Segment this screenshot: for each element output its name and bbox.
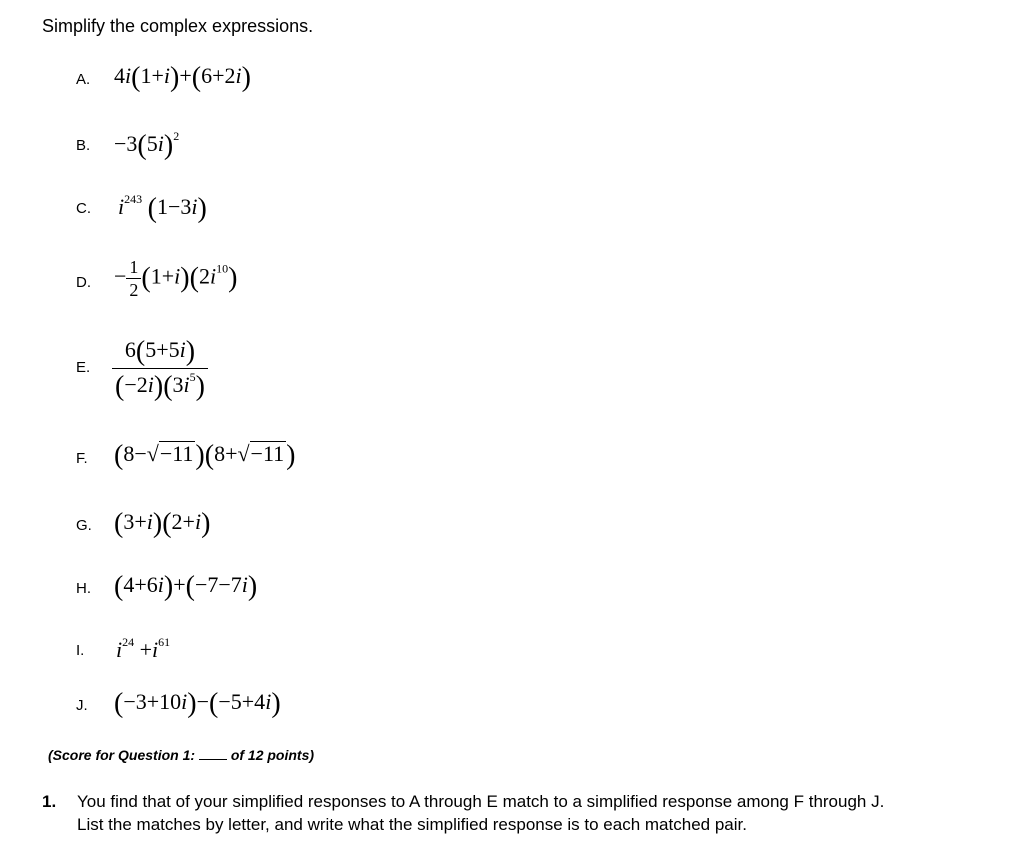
item-label-h: H. <box>76 580 91 597</box>
expression-f: (8−√−11)(8+√−11) <box>114 440 296 471</box>
expression-i: $i^{24} +i^{61}$ <box>116 635 171 662</box>
item-label-j: J. <box>76 697 88 714</box>
item-label-d: D. <box>76 274 91 291</box>
expression-h: (4+6i)+(−7−7i) <box>114 571 258 602</box>
page-title: Simplify the complex expressions. <box>42 16 314 36</box>
item-label-i: I. <box>76 642 85 659</box>
score-line <box>48 747 314 763</box>
score-suffix: of 12 points) <box>230 747 315 763</box>
expression-c: $i^{243}$ (1−3i) <box>118 192 207 224</box>
expression-d: − $\frac{1}{2}$ $(1+i)(2i^{10})$ <box>114 257 238 300</box>
item-label-c: C. <box>76 200 91 217</box>
question-line-2: List the matches by letter, and write what the simplified response is to each matched pair. <box>77 815 747 834</box>
item-label-b: B. <box>76 137 91 154</box>
item-label-a: A. <box>76 71 91 88</box>
expression-e: $\frac{6(5+5i)}{(-2i)(3i^5)}$ <box>112 338 208 401</box>
score-blank[interactable] <box>199 759 227 760</box>
expression-g: (3+i)(2+i) <box>114 508 211 539</box>
expression-j: (−3+10i)−(−5+4i) <box>114 688 281 719</box>
question-1 <box>42 790 884 836</box>
expression-b: $-3(5i)^2$ <box>114 129 180 161</box>
item-label-f: F. <box>76 450 88 467</box>
question-line-1: You find that of your simplified responses to A through E match to a simplified response among F through J. <box>77 792 885 811</box>
score-prefix: (Score for Question 1: <box>48 747 196 763</box>
question-number: 1. <box>42 792 57 811</box>
expression-a: 4i(1+i)+(6+2i) <box>114 62 251 93</box>
item-label-g: G. <box>76 517 92 534</box>
item-label-e: E. <box>76 359 91 376</box>
